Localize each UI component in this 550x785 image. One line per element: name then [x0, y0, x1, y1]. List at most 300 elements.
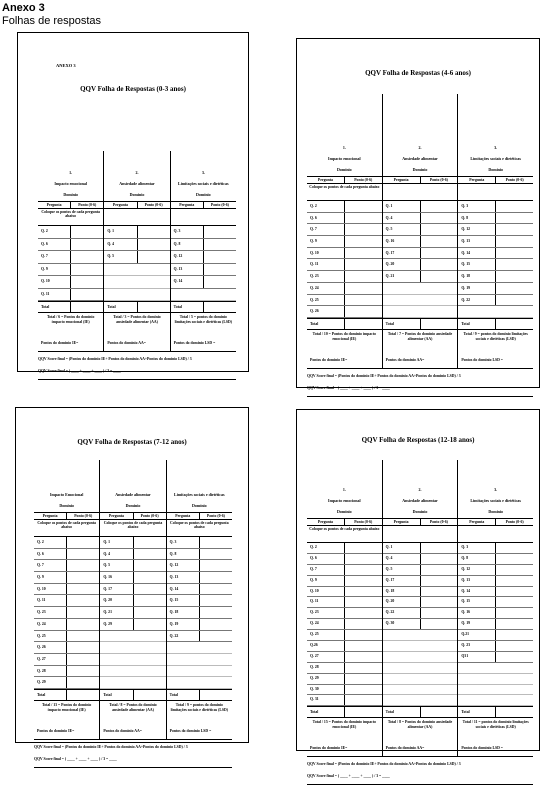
total-cell[interactable] — [133, 690, 166, 700]
question-header: Pergunta — [469, 520, 485, 524]
score-cell[interactable] — [344, 283, 382, 294]
score-cell[interactable] — [420, 283, 457, 294]
total-label: Total — [385, 321, 394, 326]
question-row — [100, 631, 165, 643]
domain-formula: Total / 15 = Pontos do domínio impacto emocional (IE) — [312, 720, 376, 730]
question-rows — [458, 543, 533, 706]
total-cell[interactable] — [199, 690, 232, 700]
question-row — [100, 654, 165, 666]
domain-name: Ansiedade alimentar — [402, 156, 438, 161]
total-cell[interactable] — [344, 707, 382, 717]
answer-sheet — [296, 409, 540, 779]
score-cell[interactable] — [344, 201, 382, 212]
question-number: Q. 9 — [310, 577, 317, 582]
score-cell[interactable] — [495, 576, 533, 586]
points-header: Ponto (0-6) — [495, 177, 533, 183]
score-cell[interactable] — [199, 584, 232, 595]
score-cell[interactable] — [133, 549, 166, 560]
score-cell[interactable] — [66, 584, 99, 595]
question-number: Q. 22 — [461, 297, 470, 302]
score-cell[interactable] — [137, 289, 170, 301]
instruction-text — [383, 184, 458, 201]
score-cell[interactable] — [70, 289, 103, 301]
score-cell[interactable] — [420, 608, 458, 618]
score-cell[interactable] — [70, 276, 103, 288]
question-row — [100, 560, 165, 572]
question-row — [458, 283, 533, 295]
total-cell[interactable] — [66, 690, 99, 700]
question-number: Q. 13 — [461, 239, 470, 244]
question-row — [383, 630, 458, 641]
question-number: Q. 23 — [461, 643, 470, 648]
question-number: Q. 2 — [310, 204, 317, 208]
question-number: Q. 12 — [461, 227, 470, 232]
domain-label: Domínio — [412, 167, 428, 172]
question-row — [167, 642, 232, 654]
question-row — [458, 201, 533, 213]
score-cell[interactable] — [344, 663, 382, 673]
score-cell[interactable] — [496, 695, 533, 705]
question-number: Q. 25 — [310, 632, 319, 637]
score-cell[interactable] — [420, 674, 457, 684]
question-number: Q. 7 — [310, 566, 317, 571]
domain-points-label: Pontos do domínio AA= — [103, 728, 142, 733]
score-cell[interactable] — [495, 608, 533, 618]
score-cell[interactable] — [420, 295, 457, 306]
score-cell[interactable] — [344, 248, 382, 259]
column-subheader — [458, 518, 533, 526]
score-cell[interactable] — [66, 654, 99, 665]
score-cell[interactable] — [495, 236, 533, 247]
score-cell[interactable] — [344, 674, 382, 684]
score-cell[interactable] — [344, 224, 382, 235]
question-number: Q. 10 — [41, 279, 50, 283]
question-row — [34, 666, 99, 678]
domain-formula: Total / 10 = Pontos do domínio impacto emocional (IE) — [312, 331, 376, 341]
score-cell[interactable] — [495, 283, 533, 294]
score-cell[interactable] — [66, 666, 99, 677]
domain-header — [458, 94, 533, 184]
score-cell[interactable] — [66, 631, 99, 642]
score-cell[interactable] — [70, 226, 103, 238]
question-row — [458, 695, 533, 706]
question-number — [383, 630, 420, 640]
question-row — [458, 674, 533, 685]
question-row — [307, 641, 382, 652]
question-number: Q. 11 — [310, 599, 319, 604]
question-number: Q. 30 — [310, 686, 319, 691]
question-number: Q. 23 — [310, 274, 319, 279]
score-cell[interactable] — [66, 595, 99, 606]
score-cell[interactable] — [420, 554, 458, 564]
score-cell[interactable] — [70, 264, 103, 276]
domain-number: 1. — [342, 145, 346, 150]
score-cell[interactable] — [420, 259, 458, 270]
score-cell[interactable] — [66, 642, 99, 653]
question-number: Q. 22 — [169, 633, 179, 638]
question-header: Pergunta — [179, 203, 195, 207]
total-cell[interactable] — [203, 302, 236, 312]
score-cell[interactable] — [344, 685, 382, 695]
score-cell[interactable] — [199, 654, 232, 665]
score-cell[interactable] — [495, 630, 533, 640]
domain-name: Impacto emocional — [328, 156, 361, 161]
question-number: Q. 1 — [103, 540, 111, 544]
question-number: Q. 17 — [103, 586, 112, 591]
domain-name: Impacto emocional — [328, 498, 361, 503]
score-cell[interactable] — [133, 666, 166, 677]
score-cell[interactable] — [133, 560, 166, 571]
question-row — [383, 608, 458, 619]
question-number: Q. 25 — [37, 633, 46, 638]
question-number: Q. 1 — [107, 229, 115, 233]
domain-header — [171, 151, 236, 209]
domain-name: Impacto emocional — [54, 181, 87, 186]
total-cell[interactable] — [344, 319, 382, 329]
score-cell[interactable] — [199, 642, 232, 653]
score-cell[interactable] — [133, 584, 166, 595]
score-cell[interactable] — [133, 677, 166, 688]
score-cell[interactable] — [420, 306, 457, 317]
score-cell[interactable] — [495, 565, 533, 575]
total-cell[interactable] — [137, 302, 170, 312]
score-cell[interactable] — [70, 239, 103, 251]
question-number: Q. 4 — [107, 241, 115, 246]
score-cell[interactable] — [203, 251, 236, 263]
divider — [307, 368, 533, 369]
score-cell[interactable] — [495, 641, 533, 651]
column-subheader — [38, 201, 103, 209]
domain-column — [103, 151, 169, 351]
score-cell[interactable] — [199, 677, 232, 688]
score-cell[interactable] — [420, 576, 458, 586]
total-cell[interactable] — [495, 319, 533, 329]
question-number — [383, 295, 420, 306]
score-cell[interactable] — [199, 572, 232, 583]
score-cell[interactable] — [344, 619, 382, 629]
domain-label: Domínio — [412, 509, 428, 514]
score-cell[interactable] — [133, 595, 166, 606]
question-row — [383, 695, 458, 706]
score-cell[interactable] — [203, 289, 236, 301]
total-label: Total — [461, 710, 470, 715]
score-cell[interactable] — [344, 295, 382, 306]
score-cell[interactable] — [420, 213, 458, 224]
score-cell[interactable] — [495, 554, 533, 564]
score-cell[interactable] — [420, 630, 457, 640]
question-number: Q31 — [461, 653, 469, 658]
question-row — [307, 543, 382, 554]
score-cell[interactable] — [344, 630, 382, 640]
score-cell[interactable] — [420, 695, 457, 705]
score-cell[interactable] — [344, 554, 382, 564]
score-cell[interactable] — [420, 224, 458, 235]
score-cell[interactable] — [420, 248, 458, 259]
question-number: Q. 22 — [385, 610, 395, 615]
score-cell[interactable] — [420, 565, 458, 575]
question-number: Q. 18 — [169, 610, 179, 615]
question-number: Q. 15 — [169, 598, 179, 603]
divider — [38, 379, 236, 380]
column-subheader — [167, 512, 232, 520]
score-cell[interactable] — [137, 264, 170, 276]
question-number: Q. 17 — [385, 250, 395, 255]
question-number: Q. 2 — [41, 229, 48, 233]
domain-column — [382, 460, 458, 756]
question-row — [383, 641, 458, 652]
question-number: Q. 6 — [310, 555, 317, 560]
column-subheader — [34, 512, 99, 520]
score-cell[interactable] — [344, 306, 382, 317]
question-row — [34, 572, 99, 584]
question-number: Q. 19 — [169, 621, 179, 626]
score-cell[interactable] — [137, 226, 170, 238]
question-row — [100, 595, 165, 607]
score-cell[interactable] — [199, 666, 232, 677]
question-row — [167, 619, 232, 631]
total-cell[interactable] — [420, 707, 458, 717]
question-row — [458, 224, 533, 236]
question-row — [104, 276, 169, 289]
score-cell[interactable] — [495, 248, 533, 259]
question-number: Q. 3 — [169, 540, 177, 544]
domain-points-label: Pontos do domínio IE= — [310, 746, 348, 751]
score-cell[interactable] — [420, 587, 458, 597]
score-cell[interactable] — [137, 251, 170, 263]
domain-header — [383, 94, 458, 184]
question-row — [383, 576, 458, 587]
question-row — [171, 289, 236, 302]
score-cell[interactable] — [133, 572, 166, 583]
score-cell[interactable] — [344, 587, 382, 597]
question-number: Q. 8 — [173, 241, 181, 246]
score-cell[interactable] — [203, 226, 236, 238]
question-row — [307, 554, 382, 565]
question-row — [100, 537, 165, 549]
total-label: Total — [37, 692, 46, 697]
score-cell[interactable] — [344, 565, 382, 575]
question-number: Q. 27 — [37, 656, 46, 661]
question-row — [383, 295, 458, 307]
score-cell[interactable] — [495, 597, 533, 607]
score-cell[interactable] — [199, 607, 232, 618]
score-cell[interactable] — [420, 597, 458, 607]
score-cell[interactable] — [199, 560, 232, 571]
score-cell[interactable] — [344, 652, 382, 662]
question-row — [383, 652, 458, 663]
score-cell[interactable] — [137, 239, 170, 251]
question-row — [104, 251, 169, 264]
question-row — [38, 276, 103, 289]
score-cell[interactable] — [420, 685, 457, 695]
final-score-definition: QQV Score final = (Pontos do domínio IE+ Pontos do domínio AA+Pontos do domínio LSD) / 3 — [307, 373, 461, 378]
annex-subtitle: Folhas de respostas — [2, 15, 102, 27]
score-cell[interactable] — [495, 619, 533, 629]
score-cell[interactable] — [199, 619, 232, 630]
score-cell[interactable] — [66, 537, 99, 548]
domain-number: 2. — [135, 170, 139, 175]
score-cell[interactable] — [495, 259, 533, 270]
domain-formula: Total / 5 = pontos do domínio limitações sociais e dietéticas (LSD) — [174, 315, 232, 324]
question-number — [100, 677, 133, 688]
score-cell[interactable] — [344, 576, 382, 586]
score-cell[interactable] — [495, 201, 533, 212]
score-cell[interactable] — [133, 654, 166, 665]
score-cell[interactable] — [66, 560, 99, 571]
column-subheader — [171, 201, 236, 209]
score-cell[interactable] — [133, 642, 166, 653]
score-cell[interactable] — [496, 685, 533, 695]
domain-grid — [307, 460, 533, 756]
question-row — [383, 213, 458, 225]
question-header: Pergunta — [108, 514, 124, 518]
score-cell[interactable] — [344, 608, 382, 618]
total-row — [38, 301, 103, 313]
question-rows — [383, 543, 458, 706]
score-cell[interactable] — [344, 641, 382, 651]
question-row — [34, 677, 99, 689]
score-cell[interactable] — [420, 271, 458, 282]
question-row — [167, 595, 232, 607]
score-cell[interactable] — [344, 213, 382, 224]
score-cell[interactable] — [495, 543, 533, 553]
score-cell[interactable] — [203, 239, 236, 251]
column-subheader — [458, 176, 533, 184]
question-number: Q. 5 — [385, 227, 393, 232]
score-cell[interactable] — [133, 631, 166, 642]
domain-header — [167, 460, 232, 520]
score-cell[interactable] — [133, 607, 166, 618]
score-cell[interactable] — [203, 276, 236, 288]
question-number: Q. 6 — [310, 215, 317, 220]
question-row — [458, 652, 533, 663]
question-number: Q. 2 — [37, 540, 44, 544]
score-cell[interactable] — [133, 537, 166, 548]
question-row — [307, 685, 382, 696]
total-row — [383, 706, 458, 718]
score-cell[interactable] — [66, 607, 99, 618]
score-cell[interactable] — [66, 549, 99, 560]
score-cell[interactable] — [66, 619, 99, 630]
domain-points-label: Pontos do domínio AA= — [385, 746, 425, 751]
question-row — [458, 259, 533, 271]
question-header: Pergunta — [46, 203, 62, 207]
total-label: Total — [103, 692, 112, 697]
total-row — [307, 318, 382, 330]
question-row — [34, 537, 99, 549]
score-cell[interactable] — [420, 619, 458, 629]
question-number: Q. 20 — [385, 262, 395, 267]
question-row — [383, 283, 458, 295]
score-cell[interactable] — [496, 663, 533, 673]
score-cell[interactable] — [344, 271, 382, 282]
score-cell[interactable] — [420, 543, 458, 553]
question-number: Q. 11 — [310, 262, 319, 267]
domain-number: 1. — [69, 170, 73, 175]
domain-name: Ansiedade alimentar — [115, 492, 151, 497]
score-cell[interactable] — [199, 631, 232, 642]
score-cell[interactable] — [66, 677, 99, 688]
score-cell[interactable] — [420, 201, 458, 212]
question-number — [458, 663, 495, 673]
question-row — [34, 607, 99, 619]
score-cell[interactable] — [66, 572, 99, 583]
score-cell[interactable] — [203, 264, 236, 276]
question-row — [458, 554, 533, 565]
question-number — [458, 674, 495, 684]
final-score-definition: QQV Score final = (Pontos do domínio IE+ Pontos do domínio AA+Pontos do domínio LSD) / 3 — [34, 744, 188, 749]
score-cell[interactable] — [495, 587, 533, 597]
score-cell[interactable] — [70, 251, 103, 263]
score-cell[interactable] — [420, 652, 457, 662]
points-header: Ponto (0-6) — [495, 519, 533, 525]
question-row — [167, 654, 232, 666]
question-row — [104, 226, 169, 239]
question-number: Q. 26 — [310, 309, 319, 314]
score-cell[interactable] — [133, 619, 166, 630]
question-row — [383, 306, 458, 318]
score-cell[interactable] — [496, 306, 533, 317]
question-number: Q. 24 — [310, 285, 319, 290]
score-cell[interactable] — [344, 236, 382, 247]
score-cell[interactable] — [495, 295, 533, 306]
score-cell[interactable] — [344, 259, 382, 270]
question-row — [100, 619, 165, 631]
score-cell[interactable] — [344, 597, 382, 607]
points-header: Ponto (0-6) — [66, 513, 99, 519]
question-rows — [167, 537, 232, 689]
score-cell[interactable] — [344, 695, 382, 705]
domain-column — [457, 460, 533, 756]
question-number: Q. 29 — [310, 675, 319, 680]
score-cell[interactable] — [344, 543, 382, 553]
domain-column — [382, 94, 458, 368]
score-cell[interactable] — [495, 652, 533, 662]
domain-points-label: Pontos do domínio LSD = — [461, 746, 503, 751]
score-cell[interactable] — [420, 663, 457, 673]
score-cell[interactable] — [199, 537, 232, 548]
score-cell[interactable] — [495, 224, 533, 235]
question-number — [104, 289, 137, 301]
total-cell[interactable] — [420, 319, 458, 329]
score-cell[interactable] — [495, 213, 533, 224]
question-row — [383, 587, 458, 598]
question-row — [34, 642, 99, 654]
total-label: Total — [310, 321, 319, 326]
question-row — [307, 619, 382, 630]
domain-label: Domínio — [337, 167, 352, 172]
total-row — [100, 689, 165, 701]
score-cell[interactable] — [420, 641, 457, 651]
score-cell[interactable] — [496, 674, 533, 684]
total-cell[interactable] — [495, 707, 533, 717]
score-cell[interactable] — [137, 276, 170, 288]
question-row — [100, 572, 165, 584]
score-cell[interactable] — [420, 236, 458, 247]
question-rows — [100, 537, 165, 689]
question-row — [458, 597, 533, 608]
question-row — [307, 663, 382, 674]
score-cell[interactable] — [495, 271, 533, 282]
final-score-formula: QQV Score final = ( ____ + ____ + ____ ) / 3 = ____ — [307, 385, 390, 390]
question-row — [171, 264, 236, 277]
domain-header — [104, 151, 169, 209]
total-cell[interactable] — [70, 302, 103, 312]
score-cell[interactable] — [199, 595, 232, 606]
question-row — [167, 572, 232, 584]
question-rows — [458, 201, 533, 318]
score-cell[interactable] — [199, 549, 232, 560]
